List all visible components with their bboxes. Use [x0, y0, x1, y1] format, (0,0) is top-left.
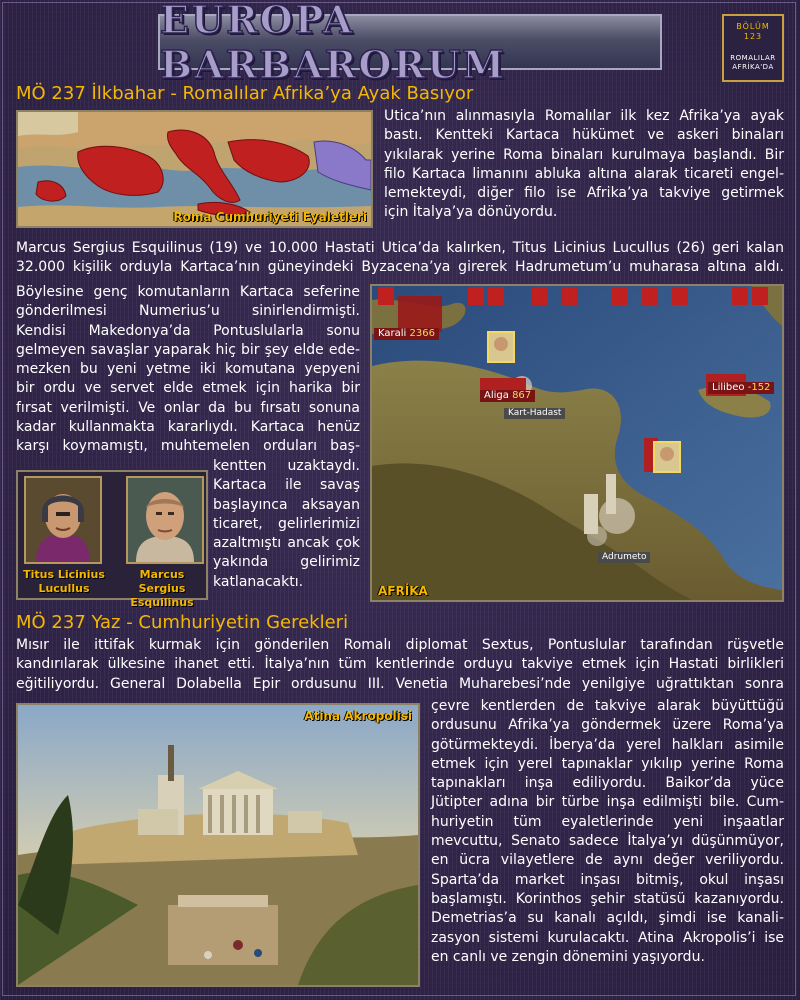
portrait-titus	[24, 476, 102, 564]
section2-wide-paragraph	[16, 636, 784, 694]
portrait-titus-caption	[18, 568, 110, 596]
city-name: Lilibeo	[712, 382, 745, 393]
text-line: çevre kentlerden de takviye alarak büyüttüğü	[431, 698, 784, 714]
text-line: ticaret, gelirlerimizi	[213, 515, 360, 532]
text-line: götürmekteydi. İberya’da yerel halkları asimile	[431, 736, 784, 753]
caption-line: Esquilinus	[130, 596, 194, 609]
text-line: yakında gelirimiz	[213, 554, 360, 571]
portrait-marcus	[126, 476, 204, 564]
city-label-adrumeto: Adrumeto	[598, 552, 650, 563]
text-line: Utica’nın alınmasıyla Romalılar ilk kez Afrika’ya ayak	[384, 108, 784, 124]
acropolis-image	[16, 703, 420, 987]
text-line: Sparta’da market inşası bitmiş, okul inşası	[431, 871, 784, 888]
city-name: Karali	[378, 328, 407, 339]
text-line: en ücra vilayetlere de aynı değer veriliyordu.	[431, 852, 784, 869]
section1-narrow-column	[213, 457, 360, 592]
text-line: Kartaca ile savaş	[213, 477, 360, 494]
text-line: mezken bu yeni yetme iki komutana yepyeni	[16, 361, 360, 378]
text-line: en canlı ve zengin dönemini yaşıyordu.	[431, 948, 705, 965]
acropolis-painting-art	[18, 705, 418, 985]
text-line: gönderilmesi Numerius’u sinirlendirmişti.	[16, 303, 360, 320]
text-line: kadar kullanmakta kararlıydı. Kartaca henüz	[16, 419, 360, 436]
section1-heading: MÖ 237 İlkbahar - Romalılar Afrika’ya Ayak Basıyor	[16, 83, 474, 104]
caption-line: Titus Licinius	[23, 568, 105, 581]
text-line: kentten uzaktaydı.	[213, 458, 360, 474]
text-line: lemekteydi, diğer filo ise Afrika’ya takviye getirmek	[384, 185, 784, 202]
text-line: filo Kartaca limanını abluka altına alarak ticareti engel-	[384, 165, 784, 182]
title-banner	[158, 0, 662, 87]
marcus-portrait-art	[128, 478, 202, 562]
banner-title: EUROPA BARBARORUM	[160, 0, 507, 87]
section2-right-column	[431, 697, 784, 967]
city-label-lilibeo	[708, 382, 774, 394]
portrait-marcus-caption	[116, 568, 208, 610]
text-line: Mısır ile ittifak kurmak için gönderilen Romalı diplomat Sextus, Pontuslular tarafından rüşvetle	[16, 637, 784, 653]
campaign-map-image	[370, 284, 784, 602]
text-line: azaltmıştı ancak çok	[213, 535, 360, 552]
acropolis-caption: Atina Akropolisi	[304, 709, 412, 723]
chapter-badge	[722, 14, 784, 82]
badge-chapter-number: 123	[743, 32, 763, 41]
portrait-panel	[16, 470, 208, 609]
caption-line: Lucullus	[38, 582, 90, 595]
text-line: karşı koymamıştı, muhtemelen orduları baş-	[16, 438, 360, 455]
campaign-map-caption: AFRİKA	[378, 584, 428, 598]
text-line: zasyon sistemi kurulacaktı. Atina Akropolis’i ise	[431, 929, 784, 946]
text-line: Marcus Sergius Esquilinus (19) ve 10.000 Hastati Utica’da kalırken, Titus Licinius Lucullus (26) geri kalan	[16, 240, 784, 256]
text-line: bir ordu ve servet elde etmek için harika bir	[16, 380, 360, 397]
text-line: için İtalya’ya dönüyordu.	[384, 204, 558, 221]
text-line: katlanacaktı.	[213, 573, 304, 590]
text-line: fırsat verilmişti. Ve onlar da bu fırsatı sonuna	[16, 399, 360, 416]
text-line: mevcuttu, Senato sadece İtalya’yı düşünmüyor,	[431, 833, 784, 850]
city-name: Aliga	[484, 390, 509, 401]
section1-intro	[384, 107, 784, 223]
text-line: ordusunu Afrika’ya göndermek üzere Roma’ya	[431, 717, 784, 734]
badge-subtitle-1: ROMALILAR	[730, 54, 776, 62]
provinces-map-caption: Roma Cumhuriyeti Eyaletleri	[173, 210, 367, 224]
text-line: yıkılarak yerine Roma binaları kurulmaya başlandı. Bir	[384, 146, 784, 163]
city-label-aliga	[480, 390, 535, 402]
badge-subtitle-2: AFRİKA'DA	[732, 63, 774, 71]
section1-wide-paragraph	[16, 239, 784, 278]
caption-line: Marcus Sergius	[138, 568, 186, 595]
text-line: Kendisi Makedonya’da Pontuslularla sonu	[16, 322, 360, 339]
text-line: eğitiliyordu. General Dolabella Epir ordusunu III. Venetia Muharebesi’nde yenilgiye uğrattıktan sonra	[16, 675, 784, 692]
text-line: başlayınca aksayan	[213, 496, 360, 513]
section1-left-column	[16, 283, 360, 457]
text-line: gelmeyen savaşlar yaparak hiç bir şey elde ede-	[16, 341, 360, 358]
text-line: 32.000 kişilik orduyla Kartaca’nın güneyindeki Byzacena’ya girerek Hadrumetum’u muharasa altına aldı.	[16, 259, 784, 276]
city-value: 2366	[409, 328, 435, 339]
text-line: Jütipter adına bir türbe inşa edilmişti bile. Cum-	[431, 794, 784, 811]
text-line: bastı. Kentteki Kartaca hükümet ve askeri binaları	[384, 127, 784, 144]
city-value: -152	[747, 382, 771, 393]
text-line: Demetrias’a su kanalı açıldı, şimdi ise kanali-	[431, 910, 784, 927]
section2-heading: MÖ 237 Yaz - Cumhuriyetin Gerekleri	[16, 612, 349, 633]
text-line: Böylesine genç komutanların Kartaca seferine	[16, 284, 360, 300]
titus-portrait-art	[26, 478, 100, 562]
text-line: tapınakları inşa ediliyordu. Baikor’da yüce	[431, 775, 784, 792]
provinces-map-image	[16, 110, 373, 228]
city-label-kart-hadast: Kart-Hadast	[504, 408, 565, 419]
city-label-karali	[374, 328, 439, 340]
text-line: etmek için yerel tapınaklar yıkılıp yerine Roma	[431, 755, 784, 772]
badge-chapter-label: BÖLÜM	[736, 22, 770, 31]
text-line: kandırılarak ülkesine ihanet etti. İtalya’nın tüm kentlerinde orduyu takviye etmek için Hastati birlikleri	[16, 656, 784, 673]
text-line: huriyetin tüm eyaletlerinde yeni inşaatlar	[431, 813, 784, 830]
city-value: 867	[512, 390, 532, 401]
text-line: başlamıştı. Korinthos şehir statüsü kazanıyordu.	[431, 890, 784, 907]
provinces-map-art	[18, 112, 371, 226]
